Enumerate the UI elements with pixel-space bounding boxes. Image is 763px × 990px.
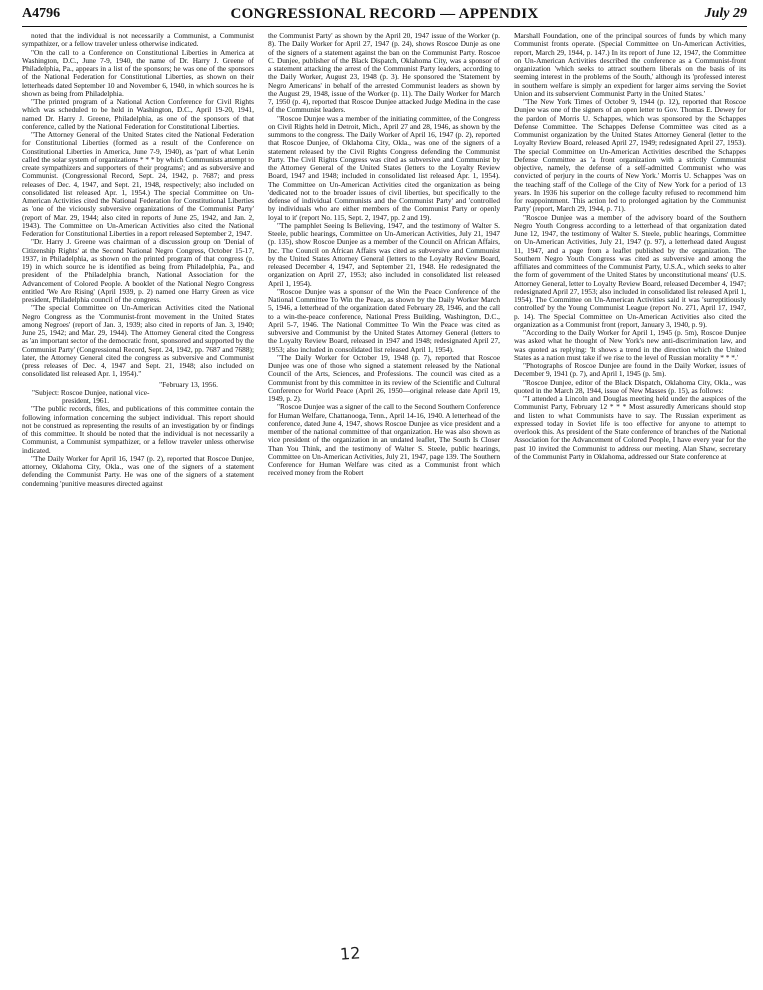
- paragraph: Marshall Foundation, one of the principal sources of funds by which many Communist fronts operate. (Special Committee on Un-American Activities, report, March 29, 1944, p. 147.) In its report of June 12, 1947, the Committee on Un-American Activities described the conference as a Communist-front organization 'which seeks to attract southern liberals on the basis of its seeming interest in the problems of the South,' although its 'professed interest in southern welfare is simply an expedient for larger aims serving the Soviet Union and its subservient Communist Party in the United States.': [514, 32, 746, 98]
- subject-text: "Subject: Roscoe Dunjee, national vice-: [32, 387, 150, 397]
- paragraph: "The New York Times of October 9, 1944 (p. 12), reported that Roscoe Dunjee was one of the signers of an open letter to Gov. Thomas E. Dewey for the pardon of Morris U. Schappes, which was sponsored by the Schappes Defense Committee. The Schappes Defense Committee was cited as a Communist organization by the United States Attorney General (letter to the Loyalty Review Board, released April 27, 1949; redesignated April 27, 1953). The special Committee on Un-American Activities described the Schappes Defense Committee as 'a front organization with a strictly Communist objective, namely, the defense of a self-admitted Communist who was convicted of perjury in the courts of New York.' Morris U. Schappes 'was on the teaching staff of the College of the City of New York for a period of 13 years. In 1936 his superior on the college faculty refused to recommend him for reappointment. This action led to prolonged agitation by the Communist Party' (report, March 29, 1944, p. 71).: [514, 97, 746, 214]
- subject-text-continued: president, 1961.: [62, 396, 110, 405]
- page-date: July 29: [704, 6, 747, 21]
- page-number: A4796: [22, 6, 61, 21]
- paragraph: "Roscoe Dunjee was a member of the advisory board of the Southern Negro Youth Congress according to a letterhead of that organization dated June 12, 1947, the testimony of Walter S. Steele, public hearings, Committee on Un-American Activities, July 21, 1947 (p. 97), a letterhead dated August 11, 1947, and a page from a leaflet published by the organization. The Southern Negro Youth Congress was cited as subversive and among the affiliates and committees of the Communist Party, U.S.A., which seeks to alter the form of government of the United States by unconstitutional means' (U.S. Attorney General, letter to Loyalty Review Board, released December 4, 1947; redesignated April 27, 1953; also included in consolidated list released April 1, 1954). The Committee on Un-American Activities said it was 'surreptitiously controlled' by the Young Communist League (report No. 271, April 17, 1947, p. 14). The Special Committee on Un-American Activities also cited the organization as a Communist front (report, January 3, 1940, p. 9).: [514, 212, 746, 329]
- paragraph: "The Attorney General of the United States cited the National Federation for Constitutional Liberties (formed as a result of the Conference on Constitutional Liberties in America, June 7-9, 1940), as 'part of what Lenin called the solar system of organizations * * * by which Communists attempt to create sympathizers and supporters of their programs'; and as subversive and Communist. (Congressional Record, Sept. 24, 1942, p. 7687; and press releases of Dec. 4, 1947, and Sept. 21, 1948, respectively; also included on consolidated list released Apr. 1, 1954.) The special Committee on Un-American Activities cited the National Federation for Constitutional Liberties as 'one of the viciously subversive organizations of the Communist Party' (report of Mar. 29, 1944; also cited in reports of June 25, 1942, and Jan. 2, 1943). The Committee on Un-American Activities also cited the National Federation for Constitutional Liberties in a report released September 2, 1947.: [22, 130, 254, 238]
- text-column-3: [514, 32, 746, 960]
- paragraph: "The pamphlet Seeing Is Believing, 1947, and the testimony of Walter S. Steele, public hearings, Committee on Un-American Activities, July 21, 1947 (p. 135), show Roscoe Dunjee as a member of the Council on African Affairs, Inc. The Council on African Affairs was cited as subversive and Communist by the United States Attorney General (letters to the Loyalty Review Board, released December 4, 1947, and September 21, 1948. He redesignated the organization on April 27, 1953; also included in consolidated list released April 1, 1954).: [268, 220, 500, 288]
- paragraph: "Photographs of Roscoe Dunjee are found in the Daily Worker, issues of December 9, 1941 (p. 7), and April 1, 1945 (p. 5m).: [514, 361, 746, 379]
- paragraph: "The printed program of a National Action Conference for Civil Rights which was scheduled to be held in Washington, D.C., April 19-20, 1941, named Dr. Harry J. Greene, Philadelphia, as one of the sponsors of that conference, called by the National Federation for Constitutional Liberties.: [22, 97, 254, 131]
- subject-line: [22, 389, 254, 406]
- paragraph: "Roscoe Dunjee was a signer of the call to the Second Southern Conference for Human Welfare, Chattanooga, Tenn., April 14-16, 1940. A letterhead of the conference, dated June 4, 1947, shows Roscoe Dunjee as vice president and a member of the national committee of that organization. He was also shown as vice president of the organization in an undated leaflet, The South Is Closer Than You Think, and the testimony of Walter S. Steele, public hearings, Committee on Un-American Activities, July 21, 1947, page 139. The Southern Conference for Human Welfare was cited as a Communist front which received money from the Robert: [268, 402, 500, 478]
- paragraph: "The special Committee on Un-American Activities cited the National Negro Congress as the 'Communist-front movement in the United States among Negroes' (report of Jan. 3, 1939; also cited in reports of Jan. 3, 1940; June 25, 1942; and Mar. 29, 1944). The Attorney General cited the Congress as 'an important sector of the democratic front, sponsored and supported by the Communist Party' (Congressional Record, Sept. 24, 1942, pp. 7687 and 7688); later, the Attorney General cited the congress as subversive and Communist (press releases of Dec. 4, 1947 and Sept. 21, 1948; also included on consolidated list released Apr. 1, 1954).": [22, 303, 254, 379]
- paragraph: "The Daily Worker for October 19, 1948 (p. 7), reported that Roscoe Dunjee was one of those who signed a statement released by the National Council of the Arts, Sciences, and Professions. The council was cited as a Communist front by this committee in its review of the Scientific and Cultural Conference for World Peace (April 26, 1950—original release date April 19, 1949, p. 2).: [268, 352, 500, 403]
- letter-date: "February 13, 1956.: [159, 379, 218, 389]
- page-header: [22, 6, 747, 24]
- text-column-1: [22, 32, 254, 960]
- paragraph: "Roscoe Dunjee was a member of the initiating committee, of the Congress on Civil Rights held in Detroit, Mich., April 27 and 28, 1946, as shown by the summons to the congress. The Daily Worker of April 16, 1947 (p. 2), reported that Roscoe Dunjee, of Oklahoma City, Okla., was one of the signers of a statement released by the Civil Rights Congress defending the Communist Party. The Civil Rights Congress was cited as subversive and Communist by the Attorney General of the United States (letters to the Loyalty Review Board, 1947 and 1948; included in consolidated list released Apr. 1, 1954). The Committee on Un-American Activities cited the organization as being 'dedicated not to the broader issues of civil liberties, but specifically to the defense of individual Communists and the Communist Party' and 'controlled by individuals who are either members of the Communist Party or openly loyal to it' (report No. 115, Sept. 2, 1947, pp. 2 and 19).: [268, 113, 500, 222]
- paragraph: "'I attended a Lincoln and Douglas meeting held under the auspices of the Communist Party, February 12 * * * Most assuredly Americans should stop and listen to what Communists have to say. The Russian experiment as expressed today in Soviet life is too effective for anyone to attempt to overlook this. As president of the State conference of branches of the National Association for the Advancement of Colored People, I have every year for the past 10 invited the Communist to address our meeting. Alan Shaw, secretary of the Communist Party in Oklahoma, addressed our State conference at: [514, 394, 746, 461]
- paragraph: "Dr. Harry J. Greene was chairman of a discussion group on 'Denial of Citizenship Rights' at the Second National Negro Congress, October 15-17, 1937, in Philadelphia, as shown on the printed program of that congress (p. 19) in which source he is identified as being from Philadelphia, Pa., and president of the Philadelphia branch, National Association for the Advancement of Colored People. A booklet of the National Negro Congress entitled 'We Are Rising' (April 1939, p. 2) named one Harry Green as vice president, Philadelphia council of the congress.: [22, 237, 254, 304]
- paragraph: the Communist Party' as shown by the April 20, 1947 issue of the Worker (p. 8). The Daily Worker for April 27, 1947 (p. 24), shows Roscoe Dunje as one of the signers of a statement against the ban on the Communist Party. Roscoe C. Dunjee, publisher of the Black Dispatch, Oklahoma City, was a sponsor of a statement attacking the arrest of the Communist Party leaders, according to the Daily Worker, August 23, 1948 (p. 3). He sponsored the 'Statement by Negro Americans' in behalf of the arrested Communist leaders as shown by the August 29, 1948, issue of the Worker (p. 11). The Daily Worker for March 7, 1950 (p. 4), reported that Roscoe Dunjee attacked Judge Medina in the case of the Communist leaders.: [268, 32, 500, 115]
- paragraph: noted that the individual is not necessarily a Communist, a Communist sympathizer, or a fellow traveler unless otherwise indicated.: [22, 32, 254, 49]
- paragraph: "The Daily Worker for April 16, 1947 (p. 2), reported that Roscoe Dunjee, attorney, Oklahoma City, Okla., was one of the signers of a statement defending the Communist Party. He was one of the signers of a statement condemning 'punitive measures directed against: [22, 453, 254, 488]
- header-rule: [22, 26, 747, 27]
- publication-title: CONGRESSIONAL RECORD — APPENDIX: [230, 6, 539, 22]
- paragraph: "Roscoe Dunjee was a sponsor of the Win the Peace Conference of the National Committee To Win the Peace, as shown by the Daily Worker March 5, 1946, a letterhead of the organization dated February 28, 1946, and the call to a win-the-peace conference, National Press Building, Washington, D.C., April 5-7, 1946. The National Committee To Win the Peace was cited as subversive and Communist by the United States Attorney General (letters to the Loyalty Review Board, released in 1947 and 1948; redesignated April 27, 1953; also included in consolidated list released April 1, 1954).: [268, 286, 500, 354]
- text-column-2: [268, 32, 500, 960]
- paragraph: "The public records, files, and publications of this committee contain the following information concerning the subject individual. This report should not be construed as representing the results of an investigation by or findings of this committee. It should be noted that the individual is not necessarily a Communist, a Communist sympathizer, or a fellow traveler unless otherwise indicated.: [22, 404, 254, 455]
- paragraph: "On the call to a Conference on Constitutional Liberties in America at Washington, D.C., June 7-9, 1940, the name of Dr. Harry J. Greene of Philadelphia, Pa., appears in a list of the sponsors; he was one of the sponsors of the National Federation for Constitutional Liberties, as shown on their letterheads dated September 10 and November 6, 1940, in which sources he is shown as being from Philadelphia.: [22, 47, 254, 98]
- paragraph: "Roscoe Dunjee, editor of the Black Dispatch, Oklahoma City, Okla., was quoted in the March 28, 1944, issue of New Masses (p. 15), as follows:: [514, 377, 746, 395]
- paragraph: "According to the Daily Worker for April 1, 1945 (p. 5m), Roscoe Dunjee was asked what he thought of New York's new anti-discrimination law, and was quoted as replying: 'It shows a trend in the direction which the United States as a nation must take if we rise to the level of Russian morality * * *.': [514, 328, 746, 362]
- handwritten-folio-number: 12: [339, 943, 361, 964]
